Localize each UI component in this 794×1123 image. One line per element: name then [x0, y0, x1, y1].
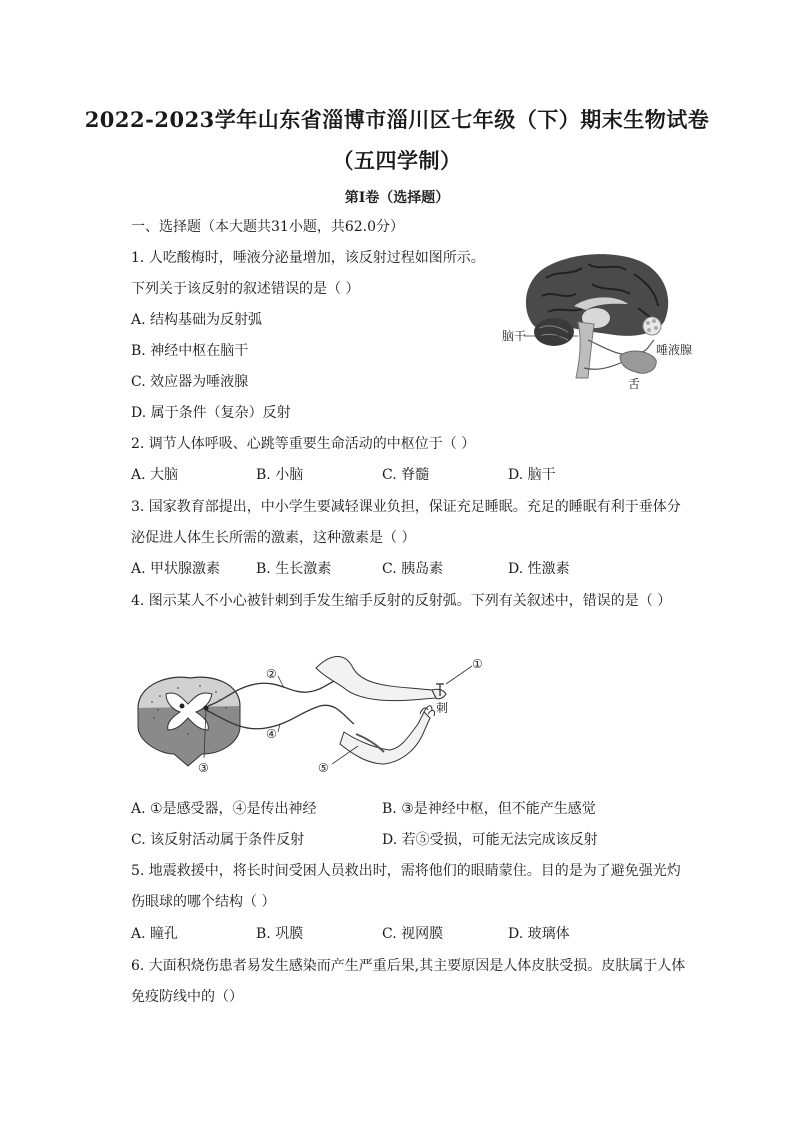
exam-title-line1: 2022-2023学年山东省淄博市淄川区七年级（下）期末生物试卷 [84, 107, 710, 132]
q4-option-a: A. ①是感受器，④是传出神经 [131, 801, 317, 817]
q3-option-a: A. 甲状腺激素 [131, 561, 221, 577]
q4-stem: 4. 图示某人不小心被针刺到手发生缩手反射的反射弧。下列有关叙述中，错误的是（ ） [131, 593, 672, 609]
section-heading: 第I卷（选择题） [344, 190, 450, 206]
label-1: ① [472, 657, 483, 671]
exam-title-line2: （五四学制） [332, 148, 462, 173]
q4-option-c: C. 该反射活动属于条件反射 [131, 832, 305, 848]
q1-stem-line2: 下列关于该反射的叙述错误的是（ ） [131, 281, 360, 297]
label-2: ② [266, 667, 277, 681]
q1-option-d: D. 属于条件（复杂）反射 [131, 405, 291, 421]
label-pin: 刺 [436, 701, 449, 715]
q1-option-b: B. 神经中枢在脑干 [131, 343, 249, 359]
q1-stem-line1: 1. 人吃酸梅时，唾液分泌量增加，该反射过程如图所示。 [131, 250, 485, 266]
label-4: ④ [266, 727, 277, 741]
q1-option-a: A. 结构基础为反射弧 [131, 312, 263, 328]
q5-stem-line2: 伤眼球的哪个结构（ ） [131, 894, 276, 910]
q6-stem-line2: 免疫防线中的（） [131, 989, 243, 1005]
label-3: ③ [198, 761, 209, 775]
label-tongue: 舌 [628, 377, 641, 391]
q4-option-b: B. ③是神经中枢，但不能产生感觉 [382, 801, 596, 817]
q4-option-d: D. 若⑤受损，可能无法完成该反射 [382, 832, 598, 848]
q5-option-a: A. 瞳孔 [131, 926, 179, 942]
label-salivary-gland: 唾液腺 [656, 343, 693, 357]
q5-stem-line1: 5. 地震救援中，将长时间受困人员救出时，需将他们的眼睛蒙住。目的是为了避免强光灼 [131, 863, 681, 879]
q2-option-c: C. 脊髓 [382, 467, 430, 483]
q2-option-b: B. 小脑 [256, 467, 304, 483]
q3-stem-line2: 泌促进人体生长所需的激素，这种激素是（ ） [131, 530, 416, 546]
q2-option-a: A. 大脑 [131, 467, 179, 483]
q5-option-d: D. 玻璃体 [508, 926, 570, 942]
label-5: ⑤ [318, 761, 329, 775]
q2-stem: 2. 调节人体呼吸、心跳等重要生命活动的中枢位于（ ） [131, 436, 476, 452]
q3-option-b: B. 生长激素 [256, 561, 332, 577]
q5-option-c: C. 视网膜 [382, 926, 444, 942]
q4-reflex-arc-figure [130, 648, 510, 778]
q3-option-d: D. 性激素 [508, 561, 570, 577]
q1-brain-figure [496, 248, 696, 396]
q2-option-d: D. 脑干 [508, 467, 556, 483]
q3-stem-line1: 3. 国家教育部提出，中小学生要减轻课业负担，保证充足睡眠。充足的睡眠有利于垂体分 [131, 499, 681, 515]
part-heading: 一、选择题（本大题共31小题，共62.0分） [131, 219, 404, 235]
q5-option-b: B. 巩膜 [256, 926, 304, 942]
label-brainstem: 脑干 [502, 329, 527, 343]
q6-stem-line1: 6. 大面积烧伤患者易发生感染而产生严重后果,其主要原因是人体皮肤受损。皮肤属于人体 [131, 958, 686, 974]
q1-option-c: C. 效应器为唾液腺 [131, 374, 249, 390]
q3-option-c: C. 胰岛素 [382, 561, 444, 577]
